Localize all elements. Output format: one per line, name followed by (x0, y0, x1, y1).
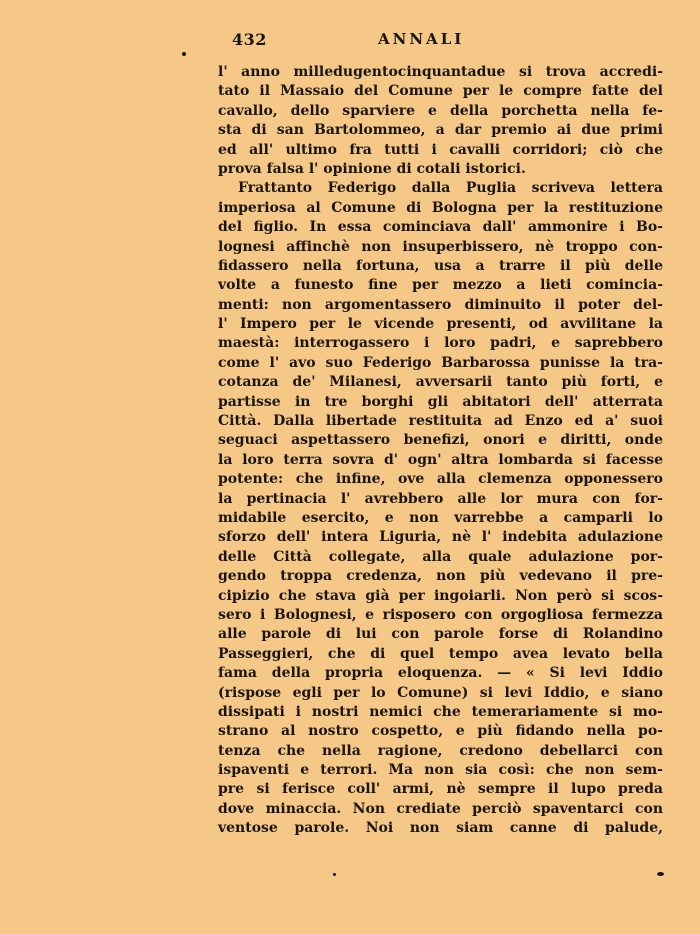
text-line: maestà: interrogassero i loro padri, e saprebbero (218, 335, 663, 352)
text-line: dissipati i nostri nemici che temerariamente si mo- (218, 703, 663, 720)
text-line: prova falsa l' opinione di cotali istorici. (218, 160, 526, 177)
text-line: ispaventi e terrori. Ma non sia così: che non sem- (218, 762, 663, 779)
text-line: lognesi affinchè non insuperbissero, nè troppo con- (218, 238, 663, 255)
text-line: tenza che nella ragione, credono debellarci con (218, 742, 663, 759)
page-header (218, 30, 663, 52)
text-line: la pertinacia l' avrebbero alle lor mura con for- (218, 490, 663, 507)
text-line: (rispose egli per lo Comune) si levi Iddio, e siano (218, 684, 663, 701)
text-line: ed all' ultimo fra tutti i cavalli corridori; ciò che (218, 141, 663, 158)
text-line: partisse in tre borghi gli abitatori dell' atterrata (218, 393, 663, 410)
text-line: come l' avo suo Federigo Barbarossa punisse la tra- (218, 354, 663, 371)
text-line: Frattanto Federigo dalla Puglia scriveva lettera (238, 180, 663, 197)
page-number: 432 (232, 30, 267, 49)
text-line: potente: che infine, ove alla clemenza opponessero (218, 471, 663, 488)
text-line: sta di san Bartolommeo, a dar premio ai due primi (218, 122, 663, 139)
text-line: cavallo, dello sparviere e della porchetta nella fe- (218, 102, 663, 119)
text-line: fidassero nella fortuna, usa a trarre il più delle (218, 257, 663, 274)
text-line: cotanza de' Milanesi, avversarii tanto più forti, e (218, 374, 663, 391)
body-text (218, 63, 663, 839)
text-line: la loro terra sovra d' ogn' altra lombarda si facesse (218, 451, 663, 468)
running-title: ANNALI (378, 30, 465, 48)
text-line: menti: non argomentassero diminuito il poter del- (218, 296, 663, 313)
text-line: Passeggieri, che di quel tempo avea levato bella (218, 645, 663, 662)
text-line: dove minaccia. Non crediate perciò spaventarci con (218, 800, 663, 817)
text-line: seguaci aspettassero benefizi, onori e diritti, onde (218, 432, 663, 449)
ink-speck (333, 873, 336, 876)
text-line: fama della propria eloquenza. — « Si levi Iddio (218, 665, 663, 682)
ink-speck (182, 52, 186, 56)
text-line: l' anno milledugentocinquantadue si trova accredi- (218, 64, 663, 80)
text-line: pre si ferisce coll' armi, nè sempre il lupo preda (218, 781, 663, 798)
text-line: sforzo dell' intera Liguria, nè l' indebita adulazione (218, 529, 663, 546)
text-line: sero i Bolognesi, e risposero con orgogliosa fermezza (218, 606, 663, 623)
text-line: tato il Massaio del Comune per le compre fatte del (218, 83, 663, 100)
text-line: del figlio. In essa cominciava dall' ammonire i Bo- (218, 219, 663, 236)
text-line: midabile esercito, e non varrebbe a camparli lo (218, 509, 663, 526)
text-line: imperiosa al Comune di Bologna per la restituzione (218, 199, 663, 216)
text-line: alle parole di lui con parole forse di Rolandino (218, 626, 663, 643)
text-line: volte a funesto fine per mezzo a lieti comincia- (218, 277, 663, 294)
text-line: ventose parole. Noi non siam canne di palude, (218, 820, 663, 837)
text-line: gendo troppa credenza, non più vedevano il pre- (218, 568, 663, 585)
ink-speck (657, 872, 664, 876)
text-line: strano al nostro cospetto, e più fidando nella po- (218, 723, 663, 740)
text-line: Città. Dalla libertade restituita ad Enzo ed a' suoi (218, 413, 663, 430)
text-line: l' Impero per le vicende presenti, od avvilitane la (218, 316, 663, 333)
text-line: delle Città collegate, alla quale adulazione por- (218, 548, 663, 565)
text-line: cipizio che stava già per ingoiarli. Non però si scos- (218, 587, 663, 604)
